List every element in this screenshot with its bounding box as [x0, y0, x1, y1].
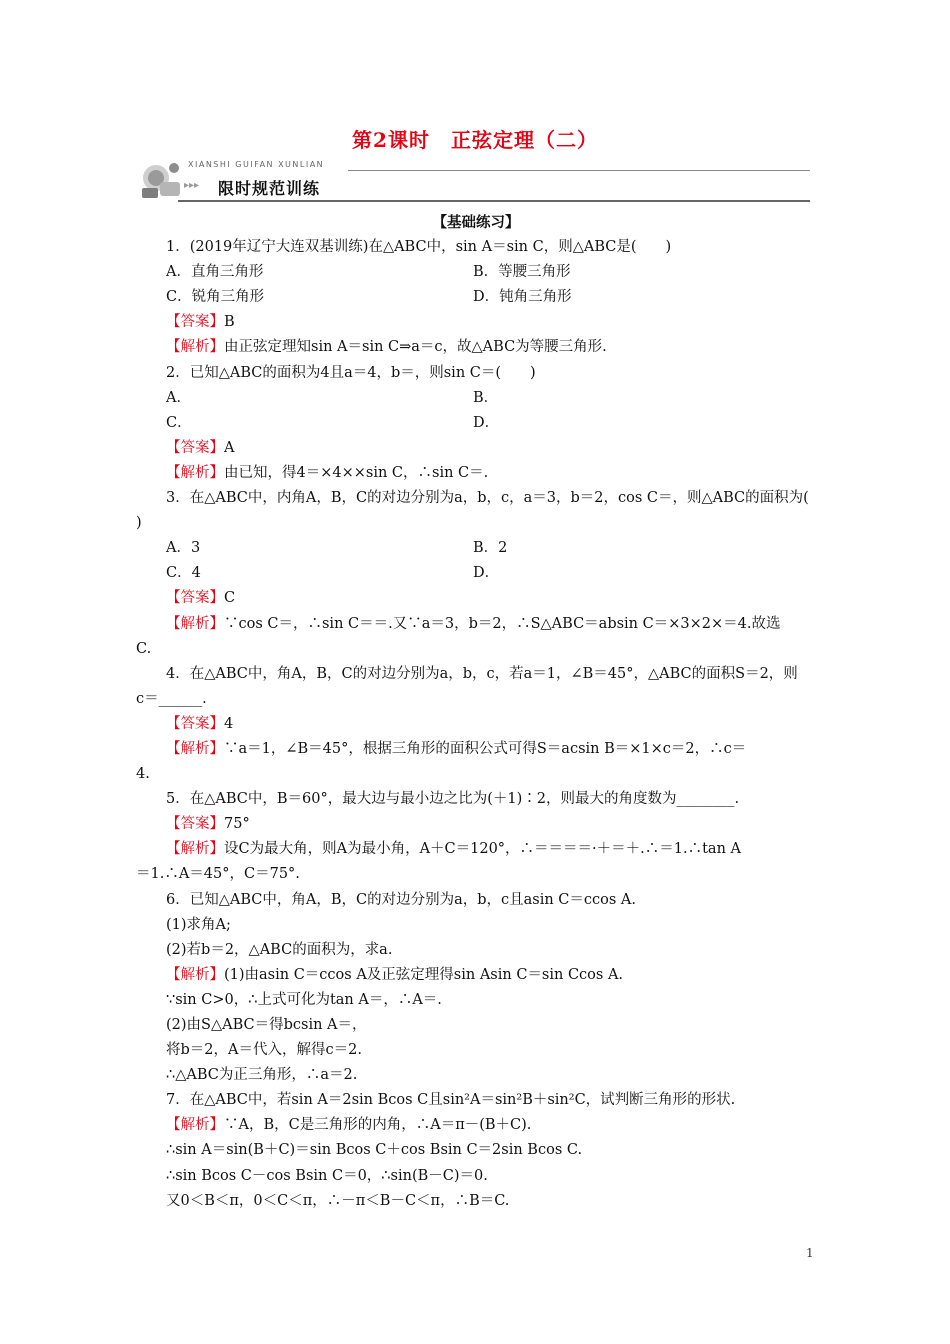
- option-b: B．2: [473, 540, 508, 557]
- analysis-cont: ∵sin C>0，∴上式可化为tan A＝，∴A＝.: [166, 991, 442, 1008]
- chevron-right-icon: ▸▸▸: [184, 180, 200, 191]
- analysis-cont: ∴sin Bcos C－cos Bsin C＝0，∴sin(B－C)＝0.: [166, 1167, 488, 1184]
- analysis-cont: ∴△ABC为正三角形，∴a＝2.: [166, 1067, 358, 1084]
- analysis-tag: 【解析】: [166, 1117, 224, 1134]
- analysis-text: ∵A，B，C是三角形的内角，∴A＝π－(B＋C).: [224, 1117, 532, 1134]
- answer-tag: 【答案】: [166, 816, 224, 833]
- exercise-content: [136, 210, 816, 1214]
- answer-line: [136, 812, 816, 837]
- answer-tag: 【答案】: [166, 715, 224, 732]
- analysis-text: ∵a＝1，∠B＝45°，根据三角形的面积公式可得S＝acsin B＝×1×c＝2，∴c＝: [224, 740, 747, 757]
- option-d: D．: [473, 414, 500, 431]
- option-c: C．4: [166, 565, 201, 582]
- analysis-tag: 【解析】: [166, 615, 224, 632]
- analysis-tag: 【解析】: [166, 339, 224, 356]
- analysis-line: [136, 461, 816, 486]
- analysis-line: [136, 963, 816, 988]
- analysis-line: [136, 612, 816, 637]
- options-row: [136, 536, 816, 561]
- analysis-cont: 又0＜B＜π，0＜C＜π，∴－π＜B－C＜π，∴B＝C.: [166, 1192, 510, 1209]
- banner-rule-bottom: [178, 200, 810, 202]
- option-d: D．钝角三角形: [473, 289, 572, 306]
- option-b: B．: [473, 389, 499, 406]
- analysis-cont: C.: [136, 640, 152, 657]
- analysis-text: 由已知，得4＝×4××sin C，∴sin C＝.: [224, 464, 489, 481]
- question-4: 4．在△ABC中，角A，B，C的对边分别为a，b，c，若a＝1，∠B＝45°，△ABC的面积S＝2，则: [166, 665, 798, 682]
- question-6-part-2: (2)若b＝2，△ABC的面积为，求a.: [166, 941, 393, 958]
- option-a: A．: [166, 389, 191, 406]
- option-b: B．等腰三角形: [473, 264, 571, 281]
- answer-tag: 【答案】: [166, 590, 224, 607]
- answer-line: [136, 586, 816, 611]
- answer-value: 4: [224, 715, 234, 732]
- options-row: [136, 386, 816, 411]
- page-number: 1: [806, 1246, 814, 1260]
- question-1: 1．(2019年辽宁大连双基训练)在△ABC中，sin A＝sin C，则△ABC是( ): [166, 239, 672, 256]
- answer-tag: 【答案】: [166, 439, 224, 456]
- options-row: [136, 285, 816, 310]
- banner-rule-top: [348, 170, 810, 171]
- question-4-cont: c＝______.: [136, 690, 207, 707]
- question-2: 2．已知△ABC的面积为4且a＝4，b＝，则sin C＝( ): [166, 364, 536, 381]
- question-6: 6．已知△ABC中，角A，B，C的对边分别为a，b，c且asin C＝ccos A.: [166, 891, 637, 908]
- option-c: C．: [166, 414, 192, 431]
- analysis-line: [136, 335, 816, 360]
- section-heading: 【基础练习】: [432, 214, 520, 231]
- analysis-line: [136, 1113, 816, 1138]
- question-3: 3．在△ABC中，内角A，B，C的对边分别为a，b，c，a＝3，b＝2，cos C＝，则△ABC的面积为(: [166, 490, 809, 507]
- option-c: C．锐角三角形: [166, 289, 265, 306]
- answer-value: B: [224, 314, 235, 331]
- answer-value: C: [224, 590, 236, 607]
- analysis-text: 由正弦定理知sin A＝sin C⇒a＝c，故△ABC为等腰三角形.: [224, 339, 607, 356]
- analysis-cont: 将b＝2，A＝代入，解得c＝2.: [166, 1042, 362, 1059]
- question-6-part-1: (1)求角A;: [166, 916, 231, 933]
- analysis-tag: 【解析】: [166, 464, 224, 481]
- options-row: [136, 411, 816, 436]
- question-7: 7．在△ABC中，若sin A＝2sin Bcos C且sin²A＝sin²B＋sin²C，试判断三角形的形状.: [166, 1092, 736, 1109]
- analysis-cont: (2)由S△ABC＝得bcsin A＝，: [166, 1017, 367, 1033]
- analysis-text: ∵cos C＝，∴sin C＝＝.又∵a＝3，b＝2，∴S△ABC＝absin C＝×3×2×＝4.故选: [224, 615, 781, 632]
- section-banner: [138, 156, 810, 204]
- analysis-text: (1)由asin C＝ccos A及正弦定理得sin Asin C＝sin Ccos A.: [224, 966, 624, 983]
- options-row: [136, 561, 816, 586]
- answer-line: [136, 436, 816, 461]
- analysis-cont: ∴sin A＝sin(B＋C)＝sin Bcos C＋cos Bsin C＝2sin Bcos C.: [166, 1142, 583, 1159]
- banner-pinyin: XIANSHI GUIFAN XUNLIAN: [188, 160, 325, 169]
- analysis-cont: ＝1.∴A＝45°，C＝75°.: [136, 866, 300, 883]
- question-5: 5．在△ABC中，B＝60°，最大边与最小边之比为(＋1)∶2，则最大的角度数为________.: [166, 791, 740, 808]
- analysis-cont: 4.: [136, 766, 150, 783]
- analysis-tag: 【解析】: [166, 966, 224, 983]
- options-row: [136, 260, 816, 285]
- option-a: A．3: [166, 540, 201, 557]
- answer-value: 75°: [224, 816, 250, 833]
- option-a: A．直角三角形: [166, 264, 264, 281]
- option-d: D．: [473, 565, 500, 582]
- question-3-cont: ): [136, 515, 142, 532]
- answer-line: [136, 712, 816, 737]
- analysis-tag: 【解析】: [166, 740, 224, 757]
- banner-label: 限时规范训练: [218, 179, 321, 198]
- analysis-line: [136, 837, 816, 862]
- analysis-tag: 【解析】: [166, 841, 224, 858]
- answer-tag: 【答案】: [166, 314, 224, 331]
- answer-line: [136, 310, 816, 335]
- page-title: 第2课时 正弦定理（二）: [352, 128, 598, 152]
- compass-decoration-icon: [138, 158, 184, 202]
- answer-value: A: [224, 439, 235, 456]
- analysis-text: 设C为最大角，则A为最小角，A＋C＝120°，∴＝＝＝＝·＋＝＋.∴＝1.∴tan A: [224, 841, 741, 858]
- analysis-line: [136, 737, 816, 762]
